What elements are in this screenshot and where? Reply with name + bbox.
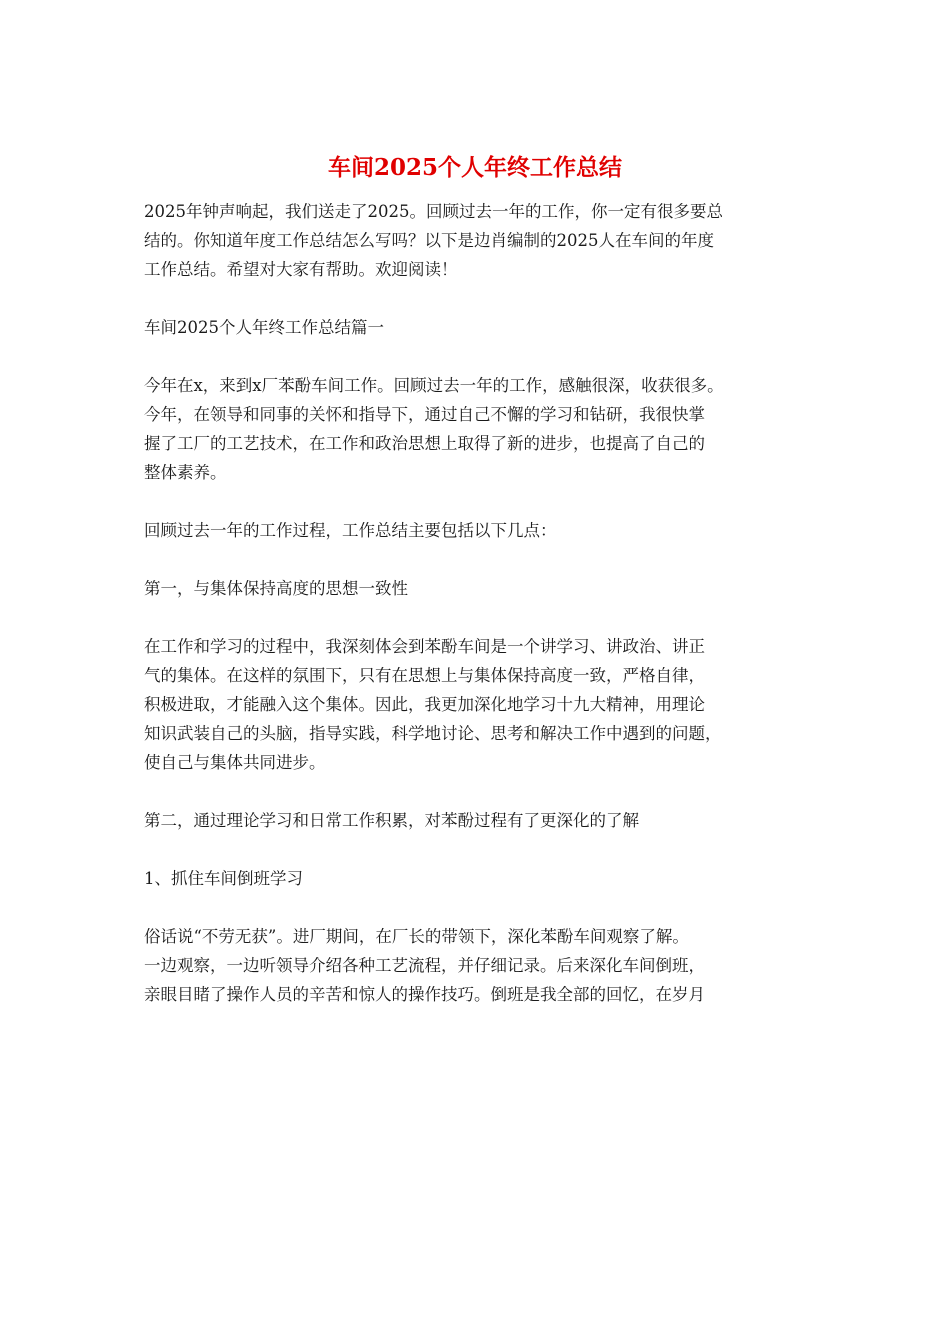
sub-point-heading-one <box>144 864 834 893</box>
paragraph-summary-points <box>144 516 834 545</box>
text-line: 一边观察，一边听领导介绍各种工艺流程，并仔细记录。后来深化车间倒班， <box>144 956 705 975</box>
paragraph-first-point <box>144 632 834 777</box>
text-line: 车间2025个人年终工作总结篇一 <box>144 318 384 337</box>
text-line: 结的。你知道年度工作总结怎么写吗？以下是边肖编制的2025人在车间的年度 <box>144 231 714 250</box>
text-line: 积极进取，才能融入这个集体。因此，我更加深化地学习十九大精神，用理论 <box>144 695 705 714</box>
document-title: 车间2025个人年终工作总结 <box>327 154 622 181</box>
text-line: 今年，在领导和同事的关怀和指导下，通过自己不懈的学习和钻研，我很快掌 <box>144 405 705 424</box>
paragraph-gap <box>144 835 834 864</box>
point-heading-second <box>144 806 834 835</box>
paragraph-gap <box>144 603 834 632</box>
text-line: 知识武装自己的头脑，指导实践，科学地讨论、思考和解决工作中遇到的问题， <box>144 724 722 743</box>
text-line: 整体素养。 <box>144 463 227 482</box>
paragraph-intro <box>144 197 834 284</box>
text-line: 1、抓住车间倒班学习 <box>144 869 303 888</box>
text-line: 使自己与集体共同进步。 <box>144 753 326 772</box>
point-heading-first <box>144 574 834 603</box>
paragraph-overview <box>144 371 834 487</box>
document-body <box>144 197 834 1009</box>
text-line: 握了工厂的工艺技术，在工作和政治思想上取得了新的进步，也提高了自己的 <box>144 434 705 453</box>
text-line: 俗话说“不劳无获”。进厂期间，在厂长的带领下，深化苯酚车间观察了解。 <box>144 927 689 946</box>
paragraph-gap <box>144 284 834 313</box>
text-line: 工作总结。希望对大家有帮助。欢迎阅读！ <box>144 260 458 279</box>
text-line: 第一，与集体保持高度的思想一致性 <box>144 579 408 598</box>
section-heading-part-one <box>144 313 834 342</box>
text-line: 2025年钟声响起，我们送走了2025。回顾过去一年的工作，你一定有很多要总 <box>144 202 723 221</box>
text-line: 亲眼目睹了操作人员的辛苦和惊人的操作技巧。倒班是我全部的回忆，在岁月 <box>144 985 705 1004</box>
paragraph-gap <box>144 777 834 806</box>
paragraph-gap <box>144 893 834 922</box>
paragraph-shift-study <box>144 922 834 1009</box>
text-line: 第二，通过理论学习和日常工作积累，对苯酚过程有了更深化的了解 <box>144 811 639 830</box>
text-line: 今年在x，来到x厂苯酚车间工作。回顾过去一年的工作，感触很深，收获很多。 <box>144 376 724 395</box>
text-line: 回顾过去一年的工作过程，工作总结主要包括以下几点： <box>144 521 557 540</box>
paragraph-gap <box>144 487 834 516</box>
text-line: 在工作和学习的过程中，我深刻体会到苯酚车间是一个讲学习、讲政治、讲正 <box>144 637 705 656</box>
text-line: 气的集体。在这样的氛围下，只有在思想上与集体保持高度一致，严格自律， <box>144 666 705 685</box>
paragraph-gap <box>144 342 834 371</box>
paragraph-gap <box>144 545 834 574</box>
